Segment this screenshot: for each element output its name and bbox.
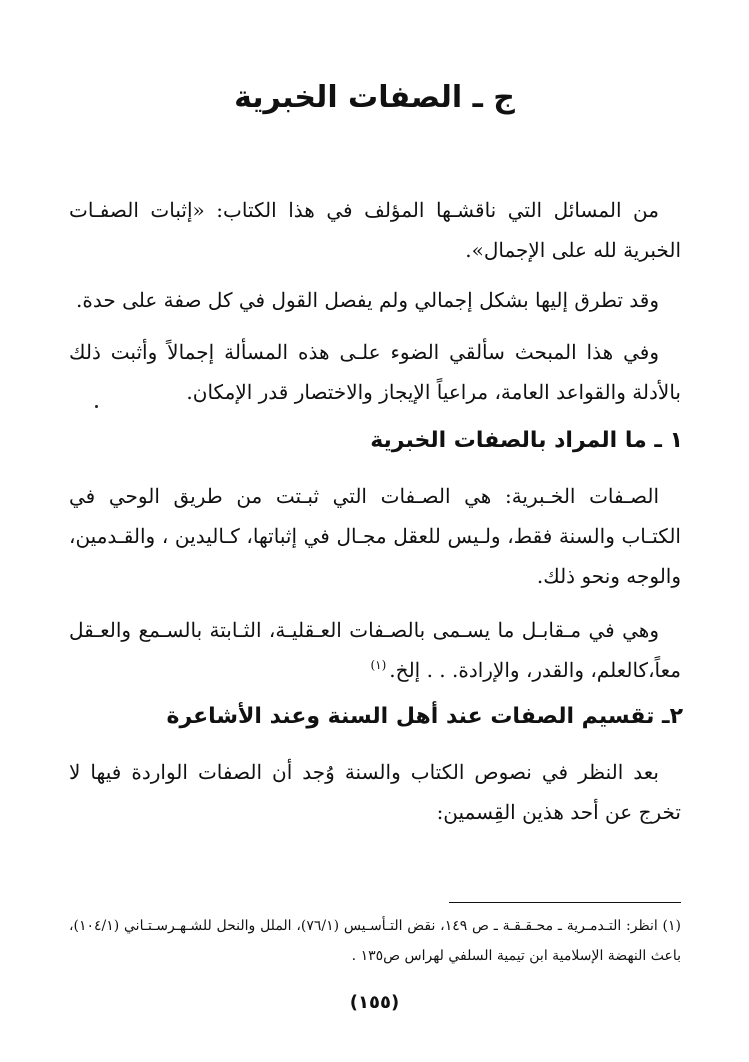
heading-meaning: ١ ـ ما المراد بالصفات الخبرية [370,428,683,453]
print-speck [95,405,98,408]
heading-division: ٢ـ تقسيم الصفات عند أهل السنة وعند الأشاعرة [166,704,683,729]
footnote-reference: (١) [370,658,387,673]
paragraph-approach: وقد تطرق إليها بشكل إجمالي ولم يفصل القول في كل صفة على حدة. [76,288,659,312]
section-title: ج ـ الصفات الخبرية [234,80,515,115]
paragraph-division: بعد النظر في نصوص الكتاب والسنة وُجد أن الصفات الواردة فيها لا تخرج عن أحد هذين القِسمين: [69,760,681,824]
footnote-divider [449,902,681,903]
paragraph-definition: الصـفات الخـبرية: هي الصـفات التي ثبـتت من طريق الوحي في الكتـاب والسنة فقط، ولـيس للعقل مجـال في إثباتها، كـاليدين ، والقـدمين، والوجه ونحو ذلك. [69,484,681,588]
paragraph-contrast [69,610,681,690]
paragraph-contrast-text: وهي في مـقابـل ما يسـمى بالصـفات العـقليـة، الثـابتة بالسـمع والعـقل معاً،كالعلم، والقدر، والإرادة. . . إلخ. [69,618,681,682]
footnote-text: (١) انظر: التـدمـرية ـ محـقـقـة ـ ص ١٤٩، نقض التـأسـيس (٧٦/١)، الملل والنحل للشـهـرسـتـاني (١٠٤/١)، باعث النهضة الإسلامية ابن تيمية السلفي لهراس ص١٣٥ . [69,918,681,964]
paragraph-scope: وفي هذا المبحث سألقي الضوء علـى هذه المسألة إجمالاً وأثبت ذلك بالأدلة والقواعد العامة، مراعياً الإيجاز والاختصار قدر الإمكان. [69,340,681,404]
page-number: (١٥٥) [349,992,400,1013]
paragraph-intro: من المسائل التي ناقشـها المؤلف في هذا الكتاب: «إثبات الصفـات الخبرية لله على الإجمال». [69,198,681,262]
